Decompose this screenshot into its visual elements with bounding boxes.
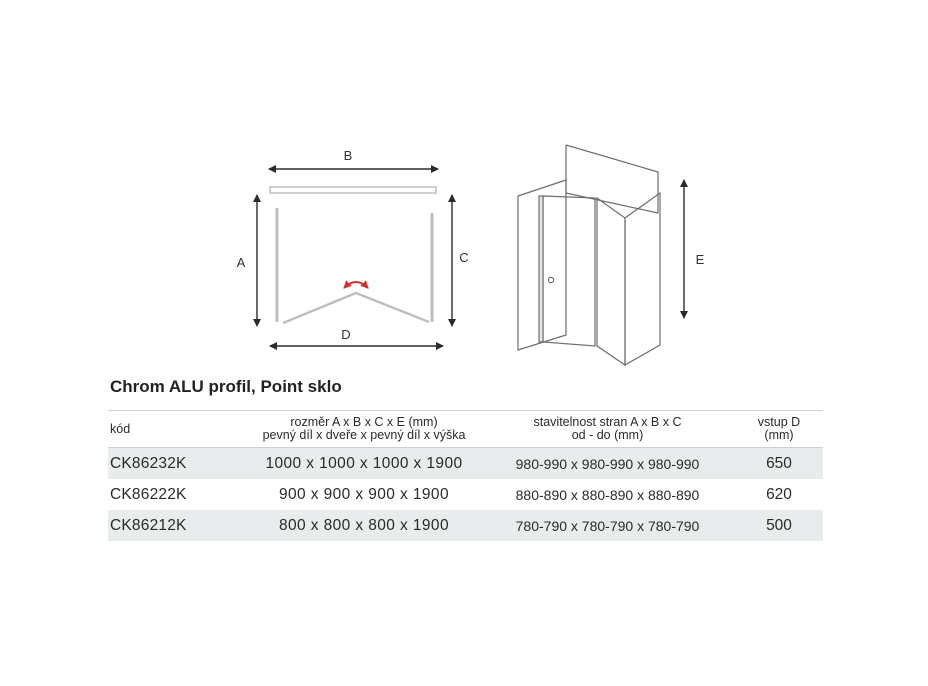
back-wall [270, 187, 436, 193]
label-a: A [236, 255, 246, 270]
cell-adjustment: 880-890 x 880-890 x 880-890 [515, 486, 700, 503]
back-wall-outline [566, 145, 658, 213]
cell-code: CK86212K [108, 510, 248, 541]
cell-size: 900 x 900 x 900 x 1900 [279, 485, 449, 503]
table-row [108, 448, 823, 480]
table-row [108, 510, 823, 541]
header-entry [735, 411, 823, 448]
cell-code: CK86232K [108, 448, 248, 480]
header-entry-line2: (mm) [764, 428, 794, 442]
header-entry-line1: vstup D [757, 415, 801, 429]
plan-view [237, 148, 469, 346]
cell-adjustment: 780-790 x 780-790 x 780-790 [480, 510, 735, 541]
product-title: Chrom ALU profil, Point sklo [110, 377, 342, 396]
header-code [108, 411, 248, 448]
cell-size: 1000 x 1000 x 1000 x 1900 [248, 448, 480, 480]
right-fixed-panel [625, 193, 660, 365]
door-handle [548, 277, 553, 282]
specification-table [108, 410, 823, 541]
cell-entry: 500 [735, 510, 823, 541]
door-swing-arrow [344, 282, 368, 288]
label-c: C [459, 250, 469, 265]
table-header-row [108, 411, 823, 448]
cell-size: 800 x 800 x 800 x 1900 [248, 510, 480, 541]
door-panel [543, 196, 595, 346]
label-b: B [343, 148, 353, 163]
table-row [108, 479, 823, 510]
label-d: D [341, 327, 351, 342]
perspective-view [518, 145, 660, 365]
header-size [248, 411, 480, 448]
cell-entry: 650 [735, 448, 823, 480]
folding-panel [597, 198, 625, 365]
header-adjustment-line1: stavitelnost stran A x B x C [533, 415, 682, 429]
header-size-line2: pevný díl x dveře x pevný díl x výška [262, 428, 466, 442]
header-size-line1: rozměr A x B x C x E (mm) [290, 415, 438, 429]
folding-door-panels [283, 293, 429, 323]
label-e: E [695, 252, 705, 267]
cell-code: CK86222K [110, 485, 187, 503]
header-adjustment-line2: od - do (mm) [571, 428, 644, 442]
cell-adjustment: 980-990 x 980-990 x 980-990 [480, 448, 735, 480]
header-adjustment [480, 411, 735, 448]
header-code-label: kód [110, 421, 131, 436]
cell-entry: 620 [766, 485, 792, 503]
